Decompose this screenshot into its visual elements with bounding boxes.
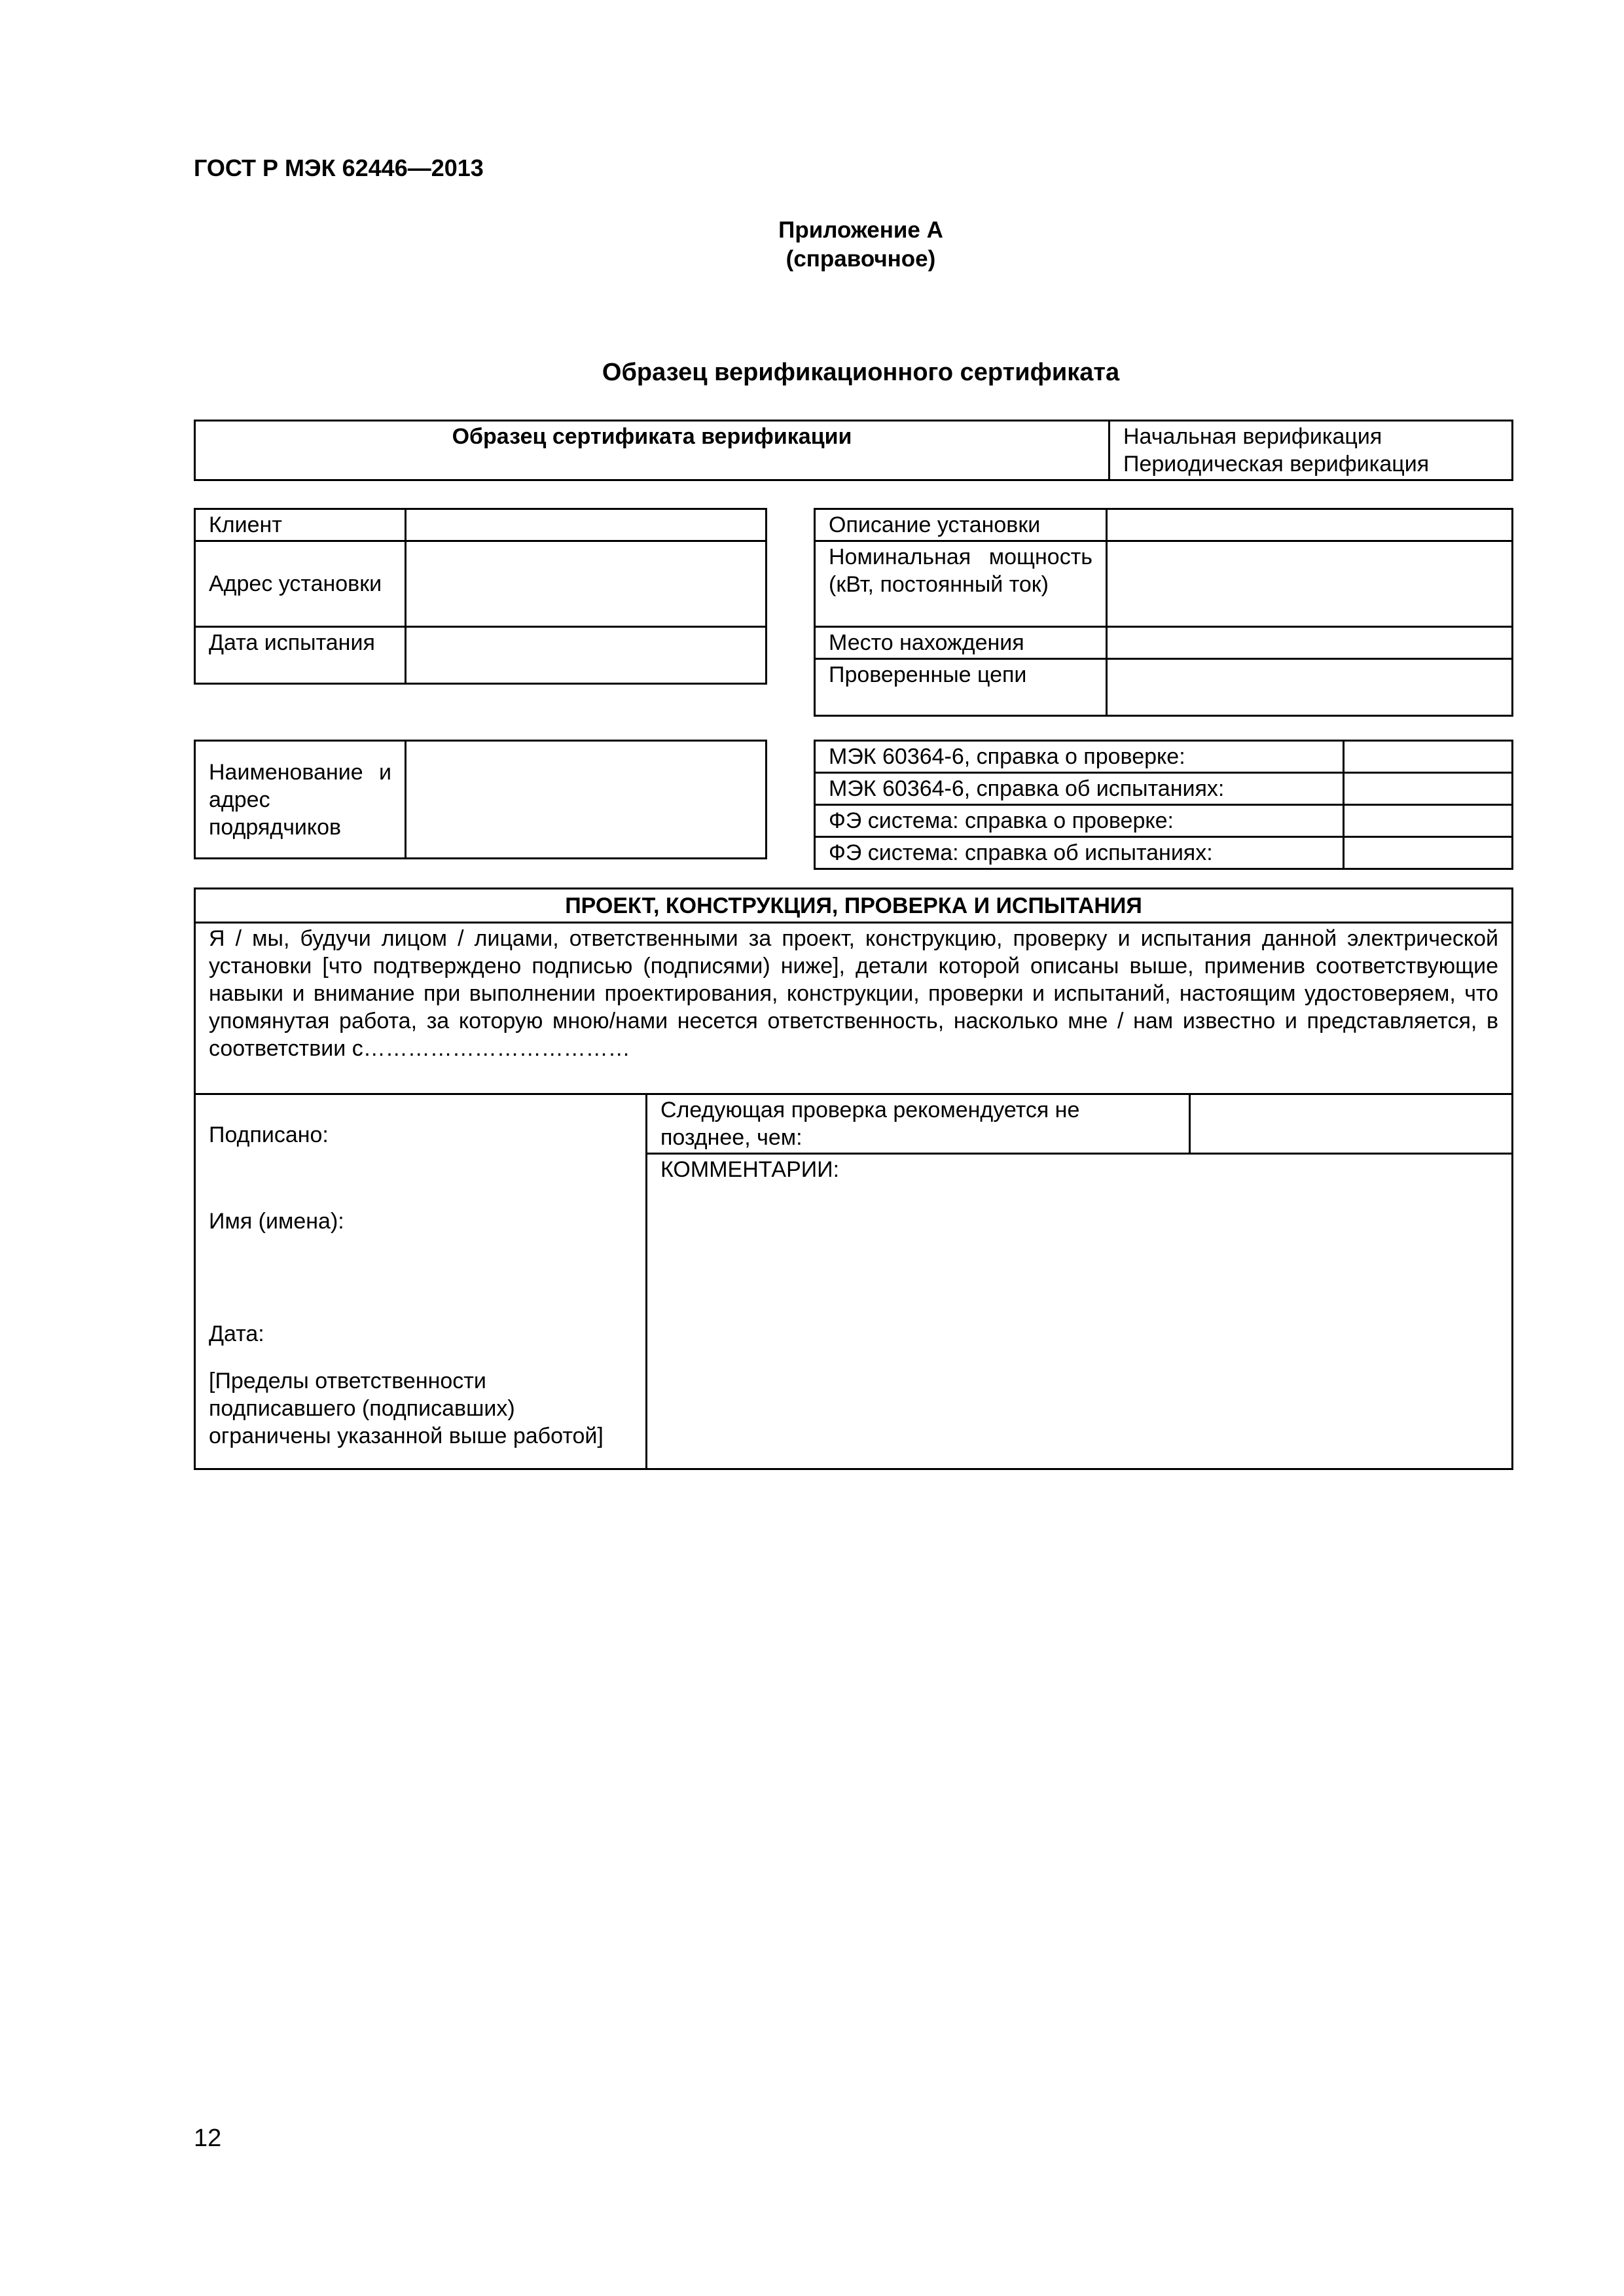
reference-label: ФЭ система: справка о проверке: (815, 805, 1344, 837)
design-section-statement: Я / мы, будучи лицом / лицами, ответственными за проект, конструкцию, проверку и испытания данной электрической установки [что подтверждено подписью (подписями) ниже], детали которой описаны выше, применив соответствующие навыки и внимание при выполнении проектирования, конструкции, проверки и испытаний, настоящим удостоверяем, что упомянутая работа, за которую мною/нами несется ответственность, насколько мне / нам известно и представляется, в соответствии с……………………………… (195, 923, 1513, 1094)
appendix-heading (0, 216, 1624, 274)
date-label: Дата: (209, 1321, 264, 1346)
responsibility-limits-note: [Пределы ответственности подписавшего (подписавших) ограничены указанной выше работой] (209, 1369, 604, 1448)
names-label: Имя (имена): (209, 1209, 344, 1234)
reference-value (1344, 773, 1513, 805)
reference-label: МЭК 60364-6, справка об испытаниях: (815, 773, 1344, 805)
reference-label: МЭК 60364-6, справка о проверке: (815, 741, 1344, 773)
installation-info-table (814, 508, 1513, 717)
tested-circuits-value (1107, 659, 1513, 716)
initial-verification-option: Начальная верификация (1123, 424, 1382, 449)
design-section-heading: ПРОЕКТ, КОНСТРУКЦИЯ, ПРОВЕРКА И ИСПЫТАНИЯ (195, 889, 1513, 923)
next-check-value (1190, 1094, 1513, 1154)
contractors-table (194, 740, 767, 859)
contractors-value (406, 741, 767, 859)
appendix-label: Приложение А (778, 217, 943, 243)
certificate-type-table (194, 420, 1513, 481)
location-label: Место нахождения (815, 627, 1107, 659)
certificate-heading: Образец сертификата верификации (195, 421, 1110, 480)
appendix-type: (справочное) (785, 246, 936, 272)
comments-field: КОММЕНТАРИИ: (647, 1154, 1513, 1469)
installation-address-value (406, 541, 767, 627)
references-table (814, 740, 1513, 870)
design-section-table (194, 888, 1513, 1470)
contractors-label: Наименование и адрес подрядчиков (195, 741, 406, 859)
reference-value (1344, 805, 1513, 837)
reference-value (1344, 837, 1513, 869)
verification-type-cell (1110, 421, 1513, 480)
tested-circuits-label: Проверенные цепи (815, 659, 1107, 716)
signed-label: Подписано: (209, 1122, 329, 1147)
periodic-verification-option: Периодическая верификация (1123, 452, 1430, 476)
page-title: Образец верификационного сертификата (602, 359, 1120, 386)
page-number: 12 (194, 2125, 222, 2152)
location-value (1107, 627, 1513, 659)
installation-description-label: Описание установки (815, 509, 1107, 541)
test-date-value (406, 627, 767, 684)
rated-power-label: Номинальная мощность (кВт, постоянный ток) (815, 541, 1107, 627)
test-date-label: Дата испытания (195, 627, 406, 684)
next-check-label: Следующая проверка рекомендуется не позднее, чем: (647, 1094, 1190, 1154)
installation-address-label: Адрес установки (195, 541, 406, 627)
client-label: Клиент (195, 509, 406, 541)
reference-value (1344, 741, 1513, 773)
signature-block (195, 1094, 647, 1469)
rated-power-value (1107, 541, 1513, 627)
client-info-table (194, 508, 767, 685)
reference-label: ФЭ система: справка об испытаниях: (815, 837, 1344, 869)
document-code: ГОСТ Р МЭК 62446—2013 (194, 154, 484, 181)
client-value (406, 509, 767, 541)
installation-description-value (1107, 509, 1513, 541)
